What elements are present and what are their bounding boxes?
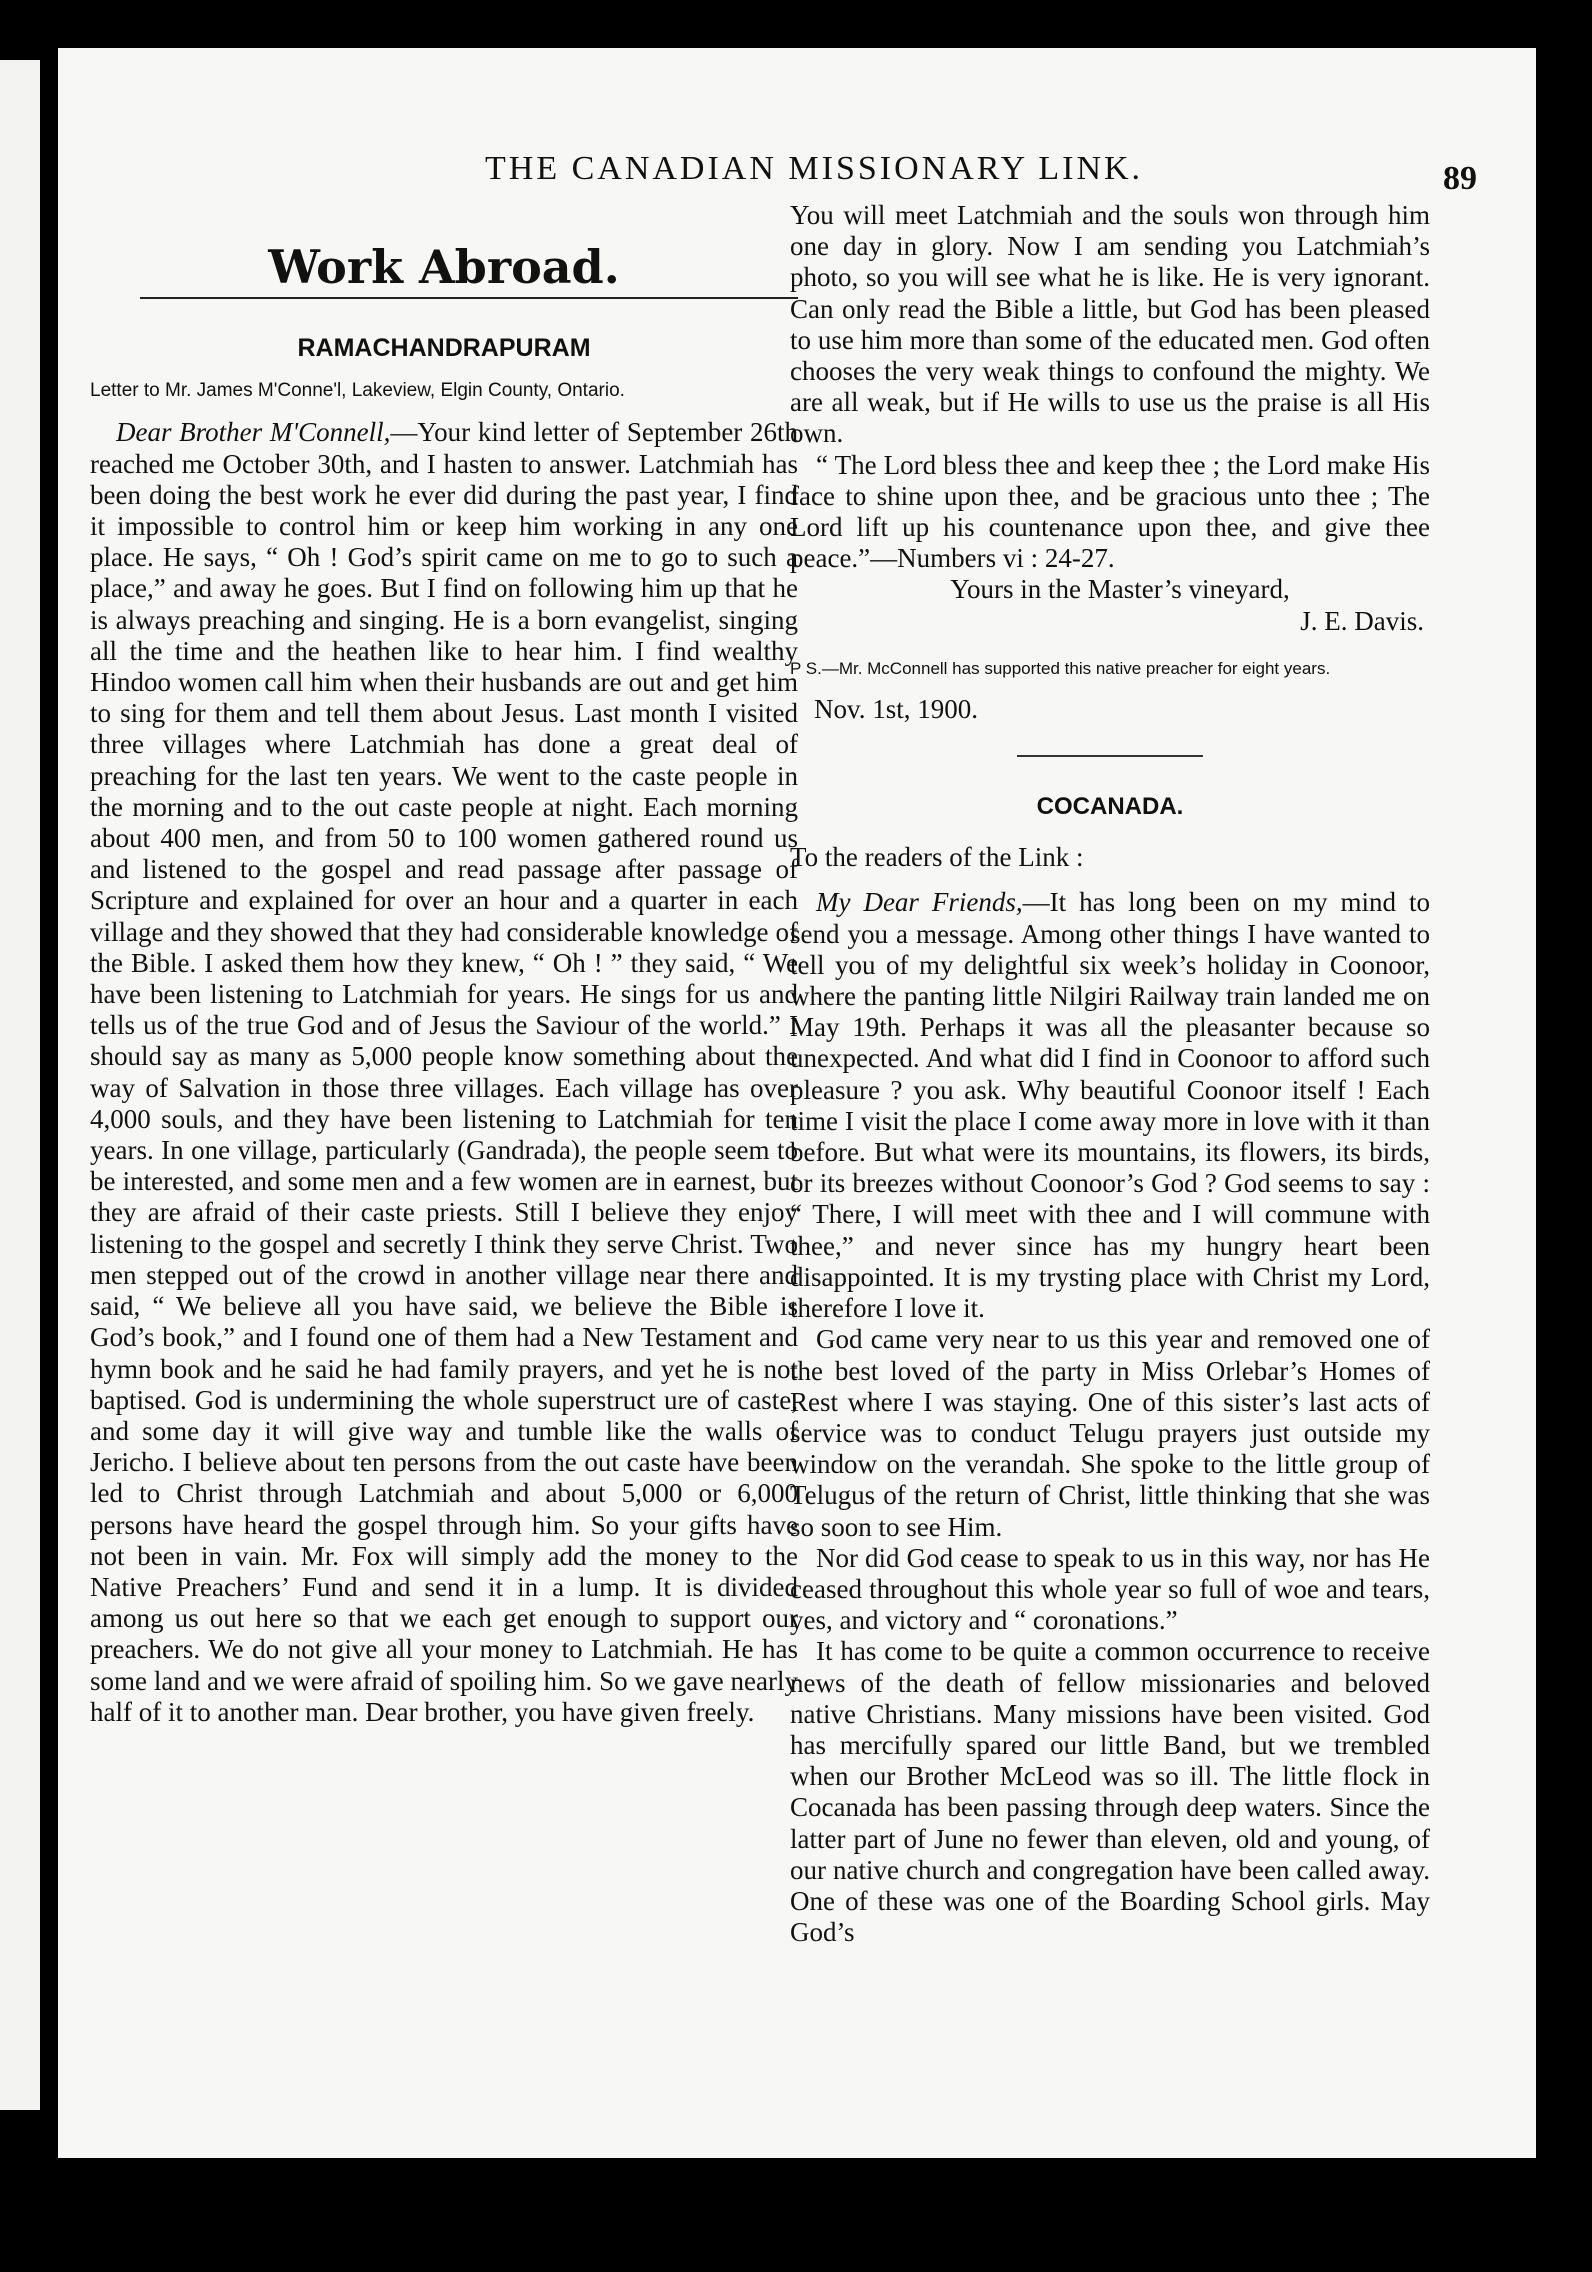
letter-text: —Your kind letter of September 26th reached me October 30th, and I hasten to answer. Latchmiah has been doing the best work he ever did during the past year, I find it impossible to control him or keep him working in any one place. He says, “ Oh ! God’s spirit came on me to go to such a place,” and away he goes. But I find on following him up that he is always preaching and singing. He is a born evangelist, singing all the time and the heathen like to hear him. I find wealthy Hindoo women call him when their husbands are out and get him to sing for them and tell them about Jesus. Last month I visited three villages where Latchmiah has done a great deal of preaching for the last ten years. We went to the caste people in the morning and to the out caste people at night. Each morning about 400 men, and from 50 to 100 women gathered round us and listened to the gospel and read passage after passage of Scripture and explained for over an hour and a quarter in each village and they showed that they had considerable knowledge of the Bible. I asked them how they knew, “ Oh ! ” they said, “ We have been listening to Latchmiah for years. He sings for us and tells us of the true God and of Jesus the Saviour of the world.” I should say as many as 5,000 people know something about the way of Salvation in those three villages. Each village has over 4,000 souls, and they have been listening to Latchmiah for ten years. In one village, particularly (Gandrada), the people seem to be interested, and some men and a few women are in earnest, but they are afraid of their caste priests. Still I believe they enjoy listening to the gospel and secretly I think they serve Christ. Two men stepped out of the crowd in another village near there and said, “ We believe all you have said, we believe the Bible is God’s book,” and I found one of them had a New Testament and hymn book and he said he had family prayers, and yet he is not baptised. God is undermining the whole superstruct ure of caste, and some day it will give way and tumble like the walls of Jericho. I believe about ten persons from the out caste have been led to Christ through Latchmiah and about 5,000 or 6,000 persons have heard the gospel through him. So your gifts have not been in vain. Mr. Fox will simply add the money to the Native Preachers’ Fund and send it in a lump. It is divided among us out here so that we each get enough to support our preachers. We do not give all your money to Latchmiah. He has some land and we were afraid of spoiling him. So we gave nearly half of it to another man. Dear brother, you have given freely. [90,417,798,1727]
postscript: P S.—Mr. McConnell has supported this native preacher for eight years. [790,658,1331,678]
cocanada-para-2: God came very near to us this year and removed one of the best loved of the party in Miss Orlebar’s Homes of Rest where I was staying. One of this sister’s last acts of service was to conduct Telugu prayers just outside my window on the verandah. She spoke to the little group of Telugus of the return of Christ, little thinking that she was so soon to see Him. [790,1324,1430,1542]
letter-body [90,417,798,1728]
letter-salutation: Dear Brother M'Connell, [116,417,391,448]
address-line: To the readers of the Link : [790,842,1084,873]
place-heading: RAMACHANDRAPURAM [297,334,591,363]
blessing-paragraph: “ The Lord bless thee and keep thee ; the Lord make His face to shine upon thee, and be gracious unto thee ; The Lord lift up his countenance upon thee, and give thee peace.”—Numbers vi : 24-27. [790,449,1430,574]
place-heading-2: COCANADA. [1036,793,1184,821]
letter-note: Letter to Mr. James M'Conne'l, Lakeview, Elgin County, Ontario. [90,380,625,402]
divider-rule [1017,755,1203,757]
letter-continuation: You will meet Latchmiah and the souls won through him one day in glory. Now I am sending you Latchmiah’s photo, so you will see what he is like. He is very ignorant. Can only read the Bible a little, but God has been pleased to use him more than some of the educated men. God often chooses the very weak things to confound the mighty. We are all weak, but if He wills to use us the praise is all His own. [790,200,1430,449]
cocanada-salutation: My Dear Friends, [816,887,1023,918]
cocanada-text-1: —It has long been on my mind to send you a message. Among other things I have wanted to tell you of my delightful six week’s holiday in Coonoor, where the panting little Nilgiri Railway train landed me on May 19th. Perhaps it was all the pleasanter because so unexpected. And what did I find in Coonoor to afford such pleasure ? you ask. Why beautiful Coonoor itself ! Each time I visit the place I come away more in love with it than before. But what were its mountains, its flowers, its birds, or its breezes without Coonoor’s God ? God seems to say : “ There, I will meet with thee and I will commune with thee,” and never since has my hungry heart been disappointed. It is my trysting place with Christ my Lord, therefore I love it. [790,887,1430,1324]
cocanada-para-4: It has come to be quite a common occurrence to receive news of the death of fellow missionaries and beloved native Christians. Many missions have been visited. God has mercifully spared our little Band, but we trembled when our Brother McLeod was so ill. The little flock in Cocanada has been passing through deep waters. Since the latter part of June no fewer than eleven, old and young, of our native church and congregation have been called away. One of these was one of the Boarding School girls. May God’s [790,1636,1430,1948]
letter-date: Nov. 1st, 1900. [814,693,979,724]
right-column [790,200,1430,1948]
letter-closing: Yours in the Master’s vineyard, [950,574,1290,605]
running-header: THE CANADIAN MISSIONARY LINK. [485,150,1144,187]
section-title: Work Abroad. [268,240,620,294]
letter-signature: J. E. Davis. [1300,605,1424,636]
cocanada-para-1 [790,887,1430,1324]
adjacent-page-edge [0,60,40,2110]
cocanada-para-3: Nor did God cease to speak to us in this way, nor has He ceased throughout this whole year so full of woe and tears, yes, and victory and “ coronations.” [790,1542,1430,1636]
left-column [90,240,798,1728]
section-rule [140,297,798,299]
page-number: 89 [1443,160,1477,197]
